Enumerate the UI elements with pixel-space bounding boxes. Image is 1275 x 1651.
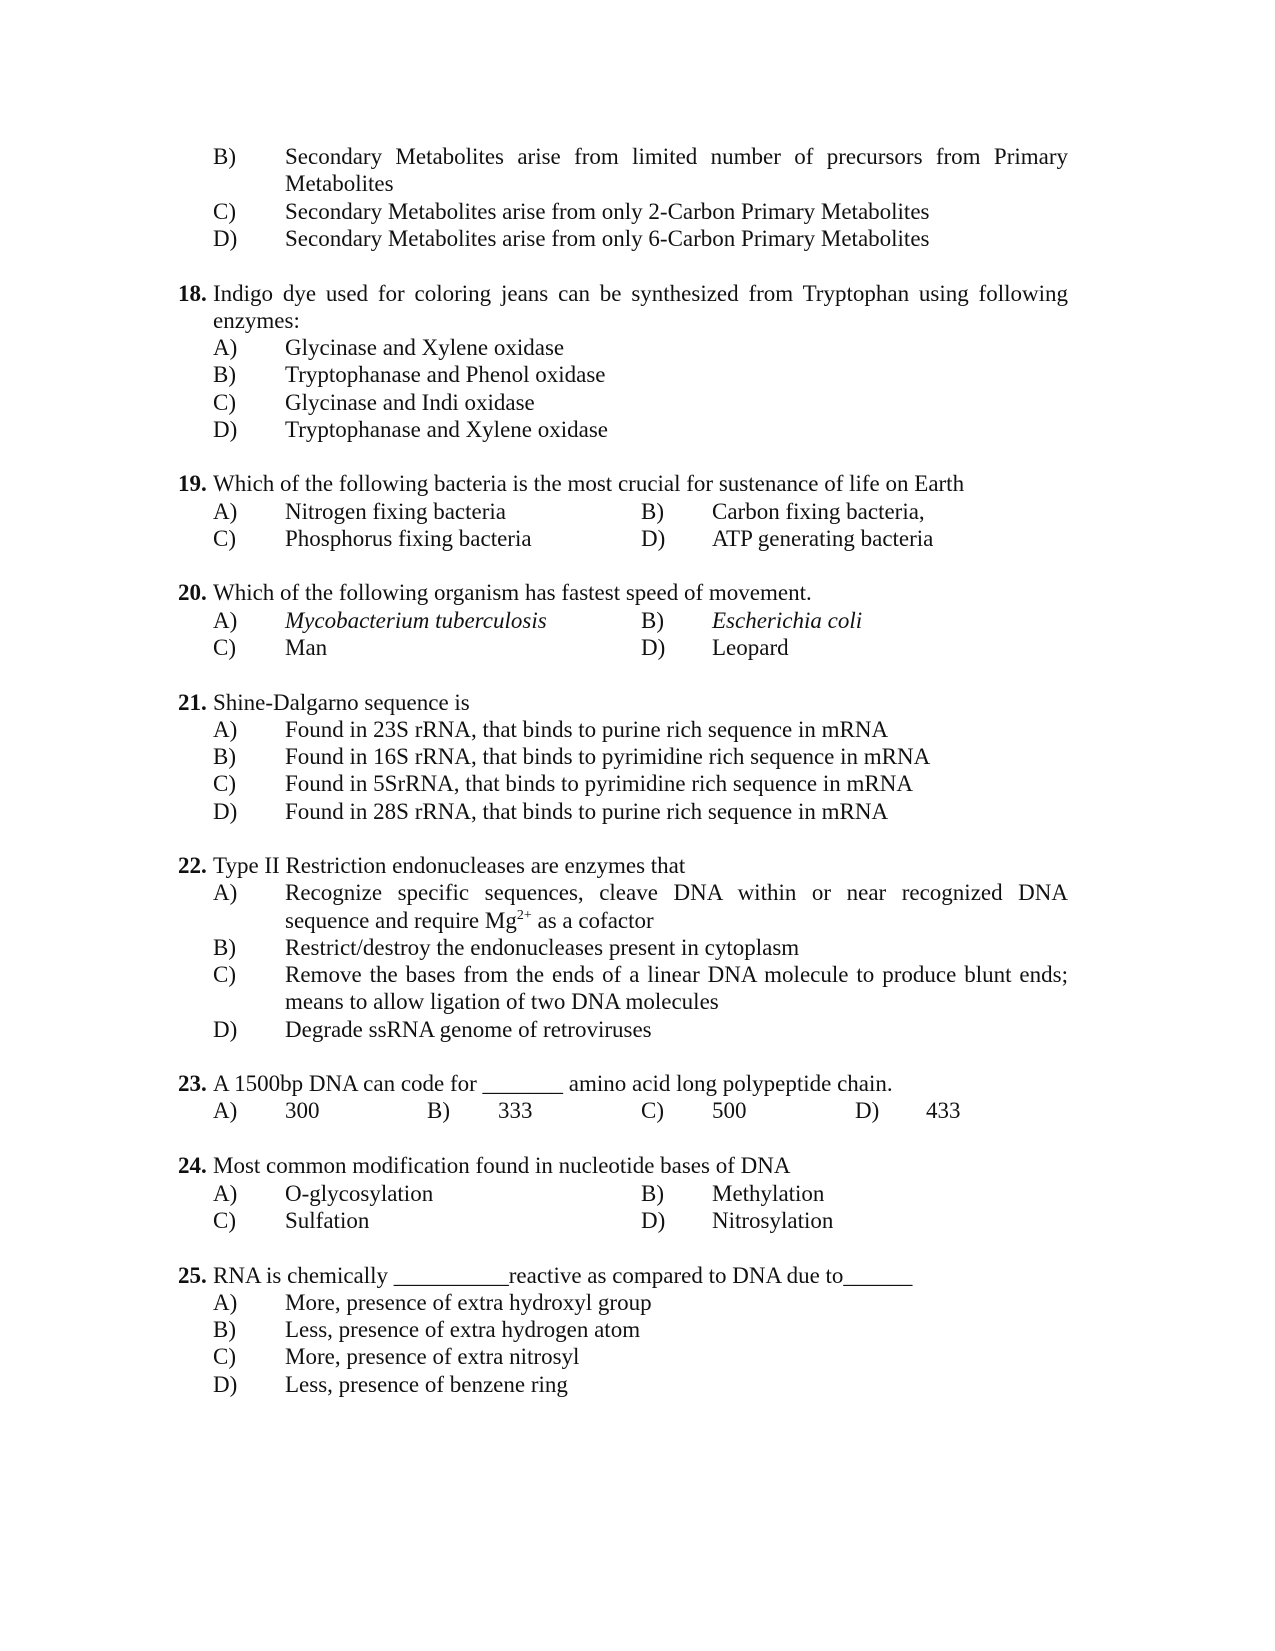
option-text: Escherichia coli [712, 608, 863, 633]
option-label: D) [213, 1372, 238, 1397]
option-label: C) [213, 1208, 236, 1233]
option-label: B) [641, 499, 664, 524]
question-stem: RNA is chemically __________reactive as compared to DNA due to______ [213, 1263, 913, 1288]
question-number: 19. [178, 471, 207, 496]
option-text: Found in 28S rRNA, that binds to purine rich sequence in mRNA [285, 799, 889, 824]
question-number: 25. [178, 1263, 207, 1288]
option-label: A) [213, 335, 238, 360]
question-number: 22. [178, 853, 207, 878]
question-stem: A 1500bp DNA can code for _______ amino acid long polypeptide chain. [213, 1071, 893, 1096]
option-label: A) [213, 499, 238, 524]
option-text: Less, presence of extra hydrogen atom [285, 1317, 641, 1342]
option-text: Secondary Metabolites arise from only 6-Carbon Primary Metabolites [285, 226, 930, 251]
option-text: O-glycosylation [285, 1181, 434, 1206]
option-text: Nitrogen fixing bacteria [285, 499, 506, 524]
option-label: C) [213, 390, 236, 415]
option-text: Secondary Metabolites arise from only 2-Carbon Primary Metabolites [285, 199, 930, 224]
option-text: 500 [712, 1098, 747, 1123]
option-text: Remove the bases from the ends of a linear DNA molecule to produce blunt ends; [285, 962, 1068, 987]
option-label: A) [213, 608, 238, 633]
option-label: A) [213, 717, 238, 742]
question-stem: Type II Restriction endonucleases are enzymes that [213, 853, 686, 878]
option-text: Found in 16S rRNA, that binds to pyrimidine rich sequence in mRNA [285, 744, 931, 769]
question-number: 20. [178, 580, 207, 605]
option-label: D) [855, 1098, 880, 1123]
question-number: 24. [178, 1153, 207, 1178]
option-label: C) [213, 635, 236, 660]
option-label: B) [213, 744, 236, 769]
option-label: B) [213, 1317, 236, 1342]
option-label: B) [427, 1098, 450, 1123]
option-label: C) [213, 526, 236, 551]
question-stem: Most common modification found in nucleotide bases of DNA [213, 1153, 791, 1178]
option-text: Methylation [712, 1181, 825, 1206]
option-label: D) [641, 635, 666, 660]
option-text: Secondary Metabolites arise from limited number of precursors from Primary [285, 144, 1068, 169]
option-text: Tryptophanase and Phenol oxidase [285, 362, 606, 387]
question-stem: enzymes: [213, 308, 300, 333]
option-label: C) [213, 199, 236, 224]
option-text: Leopard [712, 635, 789, 660]
option-text: Carbon fixing bacteria, [712, 499, 925, 524]
option-text: Restrict/destroy the endonucleases present in cytoplasm [285, 935, 800, 960]
option-label: B) [213, 362, 236, 387]
option-label: A) [213, 1181, 238, 1206]
option-label: C) [213, 1344, 236, 1369]
option-text: Glycinase and Indi oxidase [285, 390, 535, 415]
question-stem: Which of the following organism has fastest speed of movement. [213, 580, 812, 605]
option-label: D) [641, 526, 666, 551]
option-text: Found in 23S rRNA, that binds to purine rich sequence in mRNA [285, 717, 889, 742]
question-number: 21. [178, 690, 207, 715]
option-text: Mycobacterium tuberculosis [285, 608, 547, 633]
option-label: D) [213, 799, 238, 824]
option-label: D) [213, 226, 238, 251]
option-text [285, 907, 654, 935]
option-text: ATP generating bacteria [712, 526, 934, 551]
option-text: Phosphorus fixing bacteria [285, 526, 532, 551]
option-text: Metabolites [285, 171, 394, 196]
option-text: Recognize specific sequences, cleave DNA within or near recognized DNA [285, 880, 1068, 905]
option-label: A) [213, 880, 238, 905]
option-text: 300 [285, 1098, 320, 1123]
option-label: B) [641, 1181, 664, 1206]
option-text: means to allow ligation of two DNA molecules [285, 989, 719, 1014]
option-label: C) [641, 1098, 664, 1123]
option-text-part: as a cofactor [531, 908, 654, 933]
option-text: 333 [498, 1098, 533, 1123]
option-label: A) [213, 1098, 238, 1123]
question-stem: Shine-Dalgarno sequence is [213, 690, 470, 715]
option-text: 433 [926, 1098, 961, 1123]
option-label: B) [641, 608, 664, 633]
option-text: Glycinase and Xylene oxidase [285, 335, 565, 360]
option-label: C) [213, 771, 236, 796]
option-label: D) [213, 1017, 238, 1042]
option-text: Man [285, 635, 328, 660]
option-label: B) [213, 144, 236, 169]
option-label: C) [213, 962, 236, 987]
option-text: Less, presence of benzene ring [285, 1372, 568, 1397]
option-label: B) [213, 935, 236, 960]
option-text: Found in 5SrRNA, that binds to pyrimidine rich sequence in mRNA [285, 771, 913, 796]
option-text-part: sequence and require Mg [285, 908, 517, 933]
option-text: More, presence of extra hydroxyl group [285, 1290, 652, 1315]
question-stem: Indigo dye used for coloring jeans can be synthesized from Tryptophan using following [213, 281, 1068, 306]
option-label: D) [641, 1208, 666, 1233]
question-stem: Which of the following bacteria is the most crucial for sustenance of life on Earth [213, 471, 965, 496]
option-text: Degrade ssRNA genome of retroviruses [285, 1017, 652, 1042]
option-text: Sulfation [285, 1208, 370, 1233]
superscript-charge: 2+ [516, 908, 532, 923]
option-text: Tryptophanase and Xylene oxidase [285, 417, 608, 442]
option-label: A) [213, 1290, 238, 1315]
question-number: 18. [178, 281, 207, 306]
option-label: D) [213, 417, 238, 442]
option-text: Nitrosylation [712, 1208, 834, 1233]
option-text: More, presence of extra nitrosyl [285, 1344, 580, 1369]
question-number: 23. [178, 1071, 207, 1096]
